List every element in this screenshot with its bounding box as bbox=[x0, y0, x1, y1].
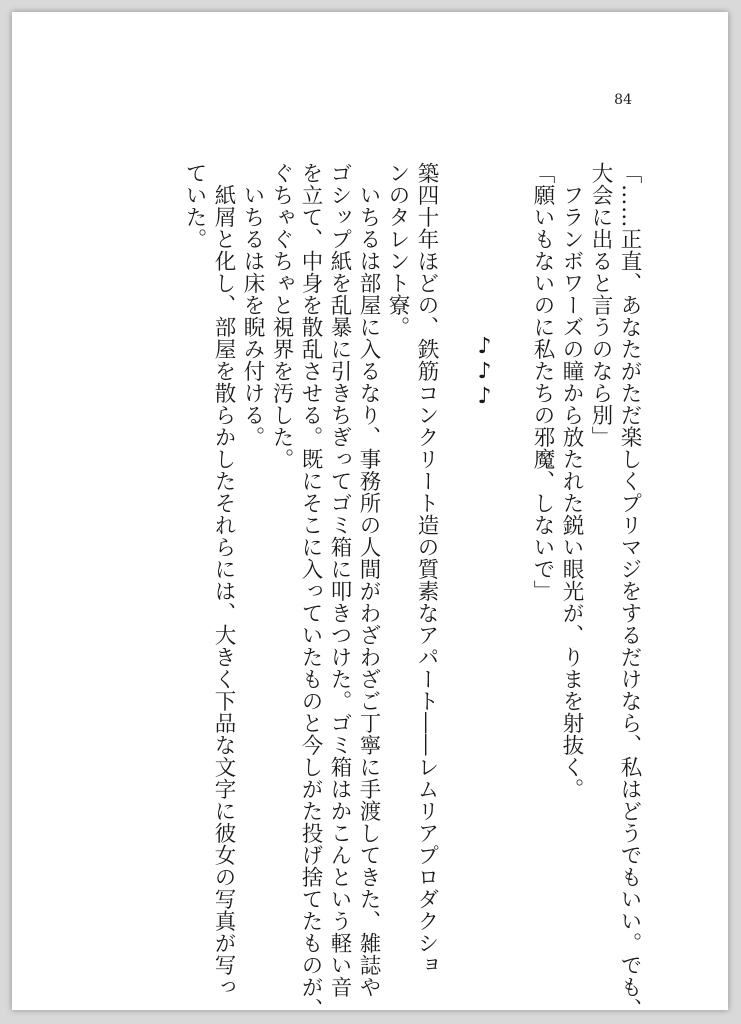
text-line: 「……正直、あなたがただ楽しくプリマジをするだけなら、私はどうでもいい。でも、 bbox=[617, 162, 642, 1020]
text-line: 紙屑と化し、部屋を散らかしたそれらには、大きく下品な文字に彼女の写真が写っ bbox=[211, 162, 236, 998]
text-line: ゴシップ紙を乱暴に引きちぎってゴミ箱に叩きつけた。ゴミ箱はかこんという軽い音 bbox=[327, 162, 352, 998]
text-line: フランボワーズの瞳から放たれた鋭い眼光が、りまを射抜く。 bbox=[559, 162, 584, 800]
text-line: いちるは部屋に入るなり、事務所の人間がわざわざご丁寧に手渡してきた、雑誌や bbox=[356, 162, 381, 998]
text-line: いちるは床を睨み付ける。 bbox=[240, 162, 265, 448]
music-notes-icon: ♪♪♪ bbox=[472, 334, 497, 409]
text-line: 「願いもないのに私たちの邪魔、しないで」 bbox=[530, 162, 555, 602]
blank-line bbox=[441, 162, 470, 952]
page-number: 84 bbox=[614, 92, 632, 108]
text-line: ていた。 bbox=[182, 162, 207, 250]
vertical-text-body bbox=[180, 162, 644, 1020]
text-line: ンのタレント寮。 bbox=[385, 162, 410, 338]
blank-line bbox=[499, 162, 528, 952]
book-page bbox=[12, 12, 728, 1020]
text-line: 大会に出ると言うのなら別」 bbox=[588, 162, 613, 448]
text-line: を立て、中身を散乱させる。既にそこに入っていたものと今しがた投げ捨てたものが、 bbox=[298, 162, 323, 1020]
text-line: ぐちゃぐちゃと視界を汚した。 bbox=[269, 162, 294, 470]
text-line: 築四十年ほどの、鉄筋コンクリート造の質素なアパート――レムリアプロダクショ bbox=[414, 162, 439, 976]
